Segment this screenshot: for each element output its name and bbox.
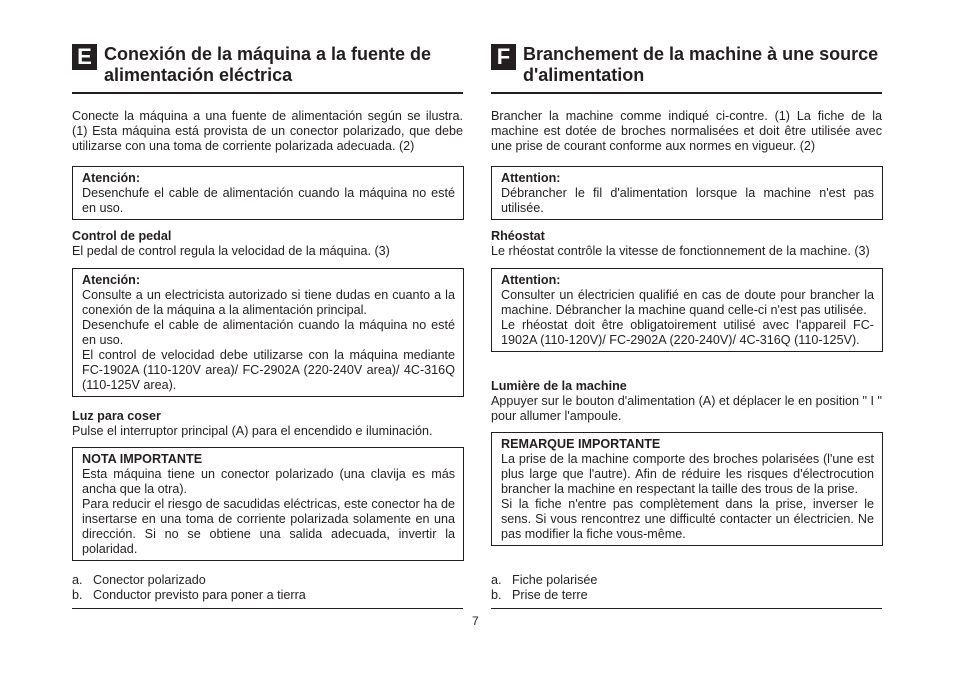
box-text: Desenchufe el cable de alimentación cuando la máquina no esté en uso. — [82, 186, 455, 215]
list-text: Conductor previsto para poner a tierra — [93, 588, 306, 602]
paragraph: Pulse el interruptor principal (A) para el encendido e iluminación. — [72, 424, 433, 438]
title-line: alimentación eléctrica — [104, 65, 293, 85]
section-title — [104, 44, 431, 86]
title-line: Branchement de la machine à une source — [523, 44, 879, 64]
divider — [491, 92, 882, 94]
section-header — [72, 44, 463, 88]
box-heading: Atención: — [82, 273, 141, 287]
warning-box — [72, 268, 464, 397]
subheading: Control de pedal — [72, 229, 172, 243]
intro-paragraph: Brancher la machine comme indiqué ci-contre. (1) La fiche de la machine est dotée de broches normalisées et doit être utilisée avec une prise de courant conforme aux normes en vigueur. (2) — [491, 109, 882, 153]
list-marker: b. — [72, 588, 83, 602]
list-item — [72, 573, 206, 588]
subheading: Rhéostat — [491, 229, 545, 243]
box-heading: Atención: — [82, 171, 141, 185]
warning-box — [491, 166, 883, 220]
paragraph: Le rhéostat contrôle la vitesse de fonctionnement de la machine. (3) — [491, 244, 870, 258]
divider — [72, 92, 463, 94]
title-line: d'alimentation — [523, 65, 645, 85]
section-french — [491, 44, 882, 602]
section-title — [523, 44, 878, 86]
list-marker: a. — [491, 573, 502, 587]
list-marker: b. — [491, 588, 502, 602]
box-text: Para reducir el riesgo de sacudidas eléctricas, este conector ha de insertarse en una toma de corriente polarizada solamente en una dirección. Si no se obtiene una salida adecuada, invertir la polaridad. — [82, 497, 455, 556]
box-text: La prise de la machine comporte des broches polarisées (l'une est plus large que l'autre). Afin de réduire les risques d'électrocution brancher la machine en respectant la taille des trous de la prise. — [501, 452, 874, 496]
list-text: Prise de terre — [512, 588, 588, 602]
box-text: Consulter un électricien qualifié en cas de doute pour brancher la machine. Débrancher la machine quand celle-ci n'est pas utilisée. — [501, 288, 874, 317]
box-heading: NOTA IMPORTANTE — [82, 452, 203, 466]
intro-paragraph: Conecte la máquina a una fuente de alimentación según se ilustra. (1) Esta máquina está provista de un conector polarizado, que debe utilizarse con una toma de corriente polarizada adecuada. (2) — [72, 109, 463, 153]
list-marker: a. — [72, 573, 83, 587]
box-heading: Attention: — [501, 171, 561, 185]
box-text: Esta máquina tiene un conector polarizado (una clavija es más ancha que la otra). — [82, 467, 455, 496]
list-text: Fiche polarisée — [512, 573, 598, 587]
language-badge: E — [72, 44, 97, 70]
section-spanish — [72, 44, 463, 602]
list-item — [491, 573, 597, 588]
divider — [491, 608, 882, 609]
language-badge: F — [491, 44, 516, 70]
subheading: Luz para coser — [72, 409, 161, 423]
list-text: Conector polarizado — [93, 573, 206, 587]
title-line: Conexión de la máquina a la fuente de — [104, 44, 432, 64]
divider — [72, 608, 463, 609]
subheading: Lumière de la machine — [491, 379, 627, 393]
paragraph: Appuyer sur le bouton d'alimentation (A) et déplacer le en position " I " pour allumer l'ampoule. — [491, 394, 882, 423]
box-text: El control de velocidad debe utilizarse con la máquina mediante FC-1902A (110-120V area)/ FC-2902A (220-240V area)/ 4C-316Q (110-125V area). — [82, 348, 455, 392]
important-note-box — [72, 447, 464, 561]
list-item — [72, 588, 306, 603]
page-number: 7 — [472, 614, 479, 628]
list-item — [491, 588, 588, 603]
box-text: Consulte a un electricista autorizado si tiene dudas en cuanto a la conexión de la máquina a la alimentación principal. — [82, 288, 455, 317]
box-text: Si la fiche n'entre pas complètement dans la prise, inverser le sens. Si vous rencontrez une difficulté contacter un électricien. Ne pas modifier la fiche vous-même. — [501, 497, 874, 541]
box-heading: REMARQUE IMPORTANTE — [501, 437, 661, 451]
box-text: Le rhéostat doit être obligatoirement utilisé avec l'appareil FC-1902A (110-120V)/ FC-2902A (220-240V)/ 4C-316Q (110-125V). — [501, 318, 874, 347]
warning-box — [491, 268, 883, 352]
warning-box — [72, 166, 464, 220]
section-header — [491, 44, 882, 88]
box-text: Desenchufe el cable de alimentación cuando la máquina no esté en uso. — [82, 318, 455, 347]
box-heading: Attention: — [501, 273, 561, 287]
box-text: Débrancher le fil d'alimentation lorsque la machine n'est pas utilisée. — [501, 186, 874, 215]
paragraph: El pedal de control regula la velocidad de la máquina. (3) — [72, 244, 390, 258]
important-note-box — [491, 432, 883, 546]
